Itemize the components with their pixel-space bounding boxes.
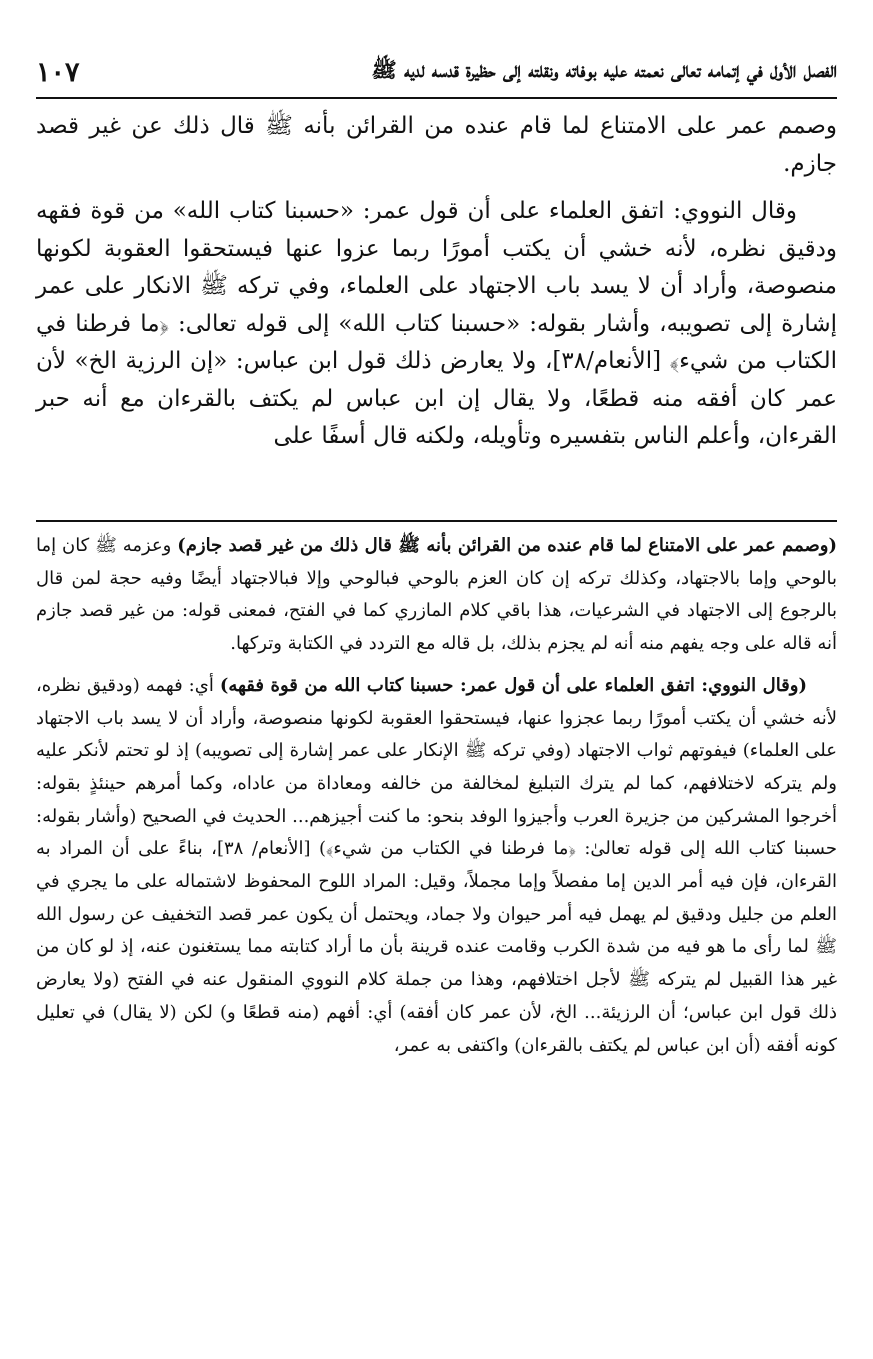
commentary-bold-lead: (وصمم عمر على الامتناع لما قام عنده من القرائن بأنه ﷺ قال ذلك من غير قصد جازم): [177, 535, 837, 556]
commentary-text: وعزمه ﷺ كان إما بالوحي وإما بالاجتهاد، وكذلك تركه إن كان العزم بالوحي فبالوحي وإلا فبالاجتهاد أيضًا وفيه حجة لمن قال بالرجوع إلى الاجتهاد في الشرعيات، هذا باقي كلام المازري كما في الفتح، فمعنى قوله: من غير قصد جازم أنه قاله على وجه يفهم منه أنه لم يجزم بذلك، بل قاله مع التردد في الكتابة وتركها.: [36, 535, 837, 655]
main-paragraph: وصمم عمر على الامتناع لما قام عنده من القرائن بأنه ﷺ قال ذلك عن غير قصد جازم.: [36, 113, 837, 177]
commentary-paragraph: [36, 670, 837, 1062]
commentary-bold-lead: (وقال النووي: اتفق العلماء على أن قول عمر: حسبنا كتاب الله من قوة فقهه): [219, 674, 807, 696]
page-header: [36, 50, 837, 94]
footnote-separator: [36, 520, 837, 522]
header-rule: [36, 97, 837, 99]
running-title: الفصل الأول في إتمامه تعالى نعمته عليه بوفاته ونقلته إلى حظيرة قدسه لديه ﷺ: [371, 56, 837, 82]
commentary-text: أي: فهمه (ودقيق نظره، لأنه خشي أن يكتب أمورًا ربما عجزوا عنها، فيستحقوا العقوبة لكونها منصوصة، وأراد أن لا يسد باب الاجتهاد على العلماء) فيفوتهم ثواب الاجتهاد (وفي تركه ﷺ الإنكار على عمر إشارة إلى تصويبه) إذ لو تحتم لأنكر عليه ولم يتركه لاختلافهم، كما لم يترك التبليغ لمخالفة من خالفه ومعاداة من عاداه، وكما أمرهم حينئذٍ بقوله: أخرجوا المشركين من جزيرة العرب وأجيزوا الوفد بنحو: ما كنت أجيزهم... الحديث في الصحيح (وأشار بقوله: حسبنا كتاب الله إلى قوله تعالىٰ: ﴿ما فرطنا في الكتاب من شيء﴾) [الأنعام/ ٣٨]، بناءً على أن المراد به القرءان، فإن فيه أمر الدين إما مفصلاً وإما مجملاً، وقيل: المراد اللوح المحفوظ لاشتماله على ما يجري في العلم من جليل ودقيق لم يهمل فيه أمر حيوان ولا جماد، ويحتمل أن يكون عمر قصد التخفيف عن رسول الله ﷺ لما رأى ما هو فيه من شدة الكرب وقامت عنده قرينة بأن ما أراد كتابته مما يستغنون عنه، إذ لو كان من غير هذا القبيل لم يتركه ﷺ لأجل اختلافهم، وهذا من جملة كلام النووي المنقول عنه في الفتح (ولا يعارض ذلك قول ابن عباس؛ أن الرزيئة... الخ، لأن عمر كان أفقه) أي: أفهم (منه قطعًا و) لكن (لا يقال) في تعليل كونه أفقه (أن ابن عباس لم يكتف بالقرءان) واكتفى به عمر،: [36, 674, 837, 1056]
main-paragraph: وقال النووي: اتفق العلماء على أن قول عمر: «حسبنا كتاب الله» من قوة فقهه ودقيق نظره، لأنه خشي أن يكتب أمورًا ربما عزوا عنها فيستحقوا العقوبة لكونها منصوصة، وأراد أن لا يسد باب الاجتهاد على العلماء، وفي تركه ﷺ الانكار على عمر إشارة إلى تصويبه، وأشار بقوله: «حسبنا كتاب الله» إلى قوله تعالى: ﴿ما فرطنا في الكتاب من شيء﴾ [الأنعام/٣٨]، ولا يعارض ذلك قول ابن عباس: «إن الرزية الخ» لأن عمر كان أفقه منه قطعًا، ولا يقال إن ابن عباس لم يكتف بالقرءان مع أنه حبر القرءان، وأعلم الناس بتفسيره وتأويله، ولكنه قال أسفًا على: [36, 198, 837, 449]
commentary: [36, 530, 837, 1062]
commentary-paragraph: [36, 530, 837, 661]
page-number: ١٠٧: [36, 56, 80, 88]
main-text: [36, 108, 837, 456]
